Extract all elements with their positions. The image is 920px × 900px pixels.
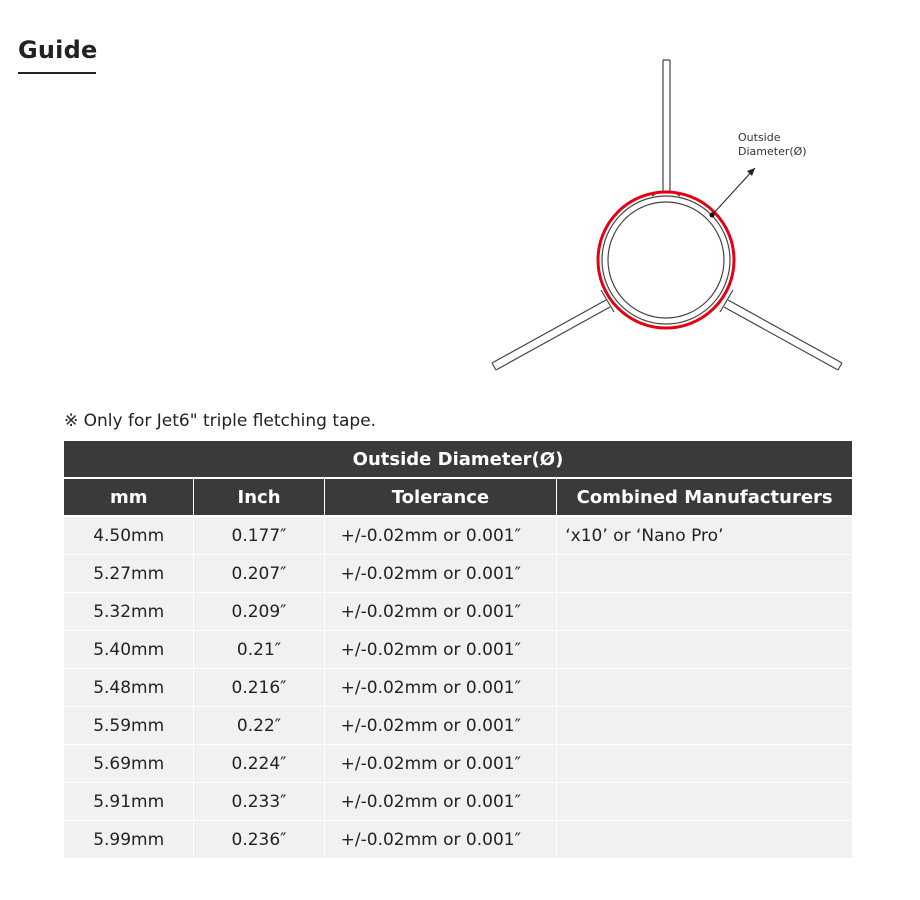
- usage-note: ※ Only for Jet6" triple fletching tape.: [64, 411, 377, 431]
- cell-mm: 5.32mm: [64, 593, 194, 631]
- cell-inch: 0.22″: [194, 707, 324, 745]
- cell-tolerance: +/-0.02mm or 0.001″: [325, 517, 558, 555]
- fletching-cross-section-diagram: [480, 50, 860, 380]
- cell-manufacturers: [557, 821, 852, 859]
- vane-top: [652, 60, 680, 196]
- table-row: [64, 669, 852, 707]
- cell-mm: 5.91mm: [64, 783, 194, 821]
- table-row: [64, 821, 852, 859]
- cell-tolerance: +/-0.02mm or 0.001″: [325, 669, 558, 707]
- cell-mm: 5.40mm: [64, 631, 194, 669]
- shaft-inner-ring: [608, 202, 724, 318]
- cell-manufacturers: [557, 669, 852, 707]
- spec-table: [64, 441, 852, 859]
- table-row: [64, 707, 852, 745]
- cell-inch: 0.236″: [194, 821, 324, 859]
- cell-tolerance: +/-0.02mm or 0.001″: [325, 631, 558, 669]
- cell-inch: 0.21″: [194, 631, 324, 669]
- cell-mm: 5.27mm: [64, 555, 194, 593]
- table-row: [64, 593, 852, 631]
- cell-mm: 5.48mm: [64, 669, 194, 707]
- column-header-tolerance: Tolerance: [325, 479, 558, 517]
- table-row: [64, 517, 852, 555]
- table-row: [64, 631, 852, 669]
- cell-tolerance: +/-0.02mm or 0.001″: [325, 593, 558, 631]
- callout-arrow-line: [712, 168, 755, 215]
- cell-inch: 0.207″: [194, 555, 324, 593]
- cell-tolerance: +/-0.02mm or 0.001″: [325, 821, 558, 859]
- page-title: Guide: [18, 36, 98, 64]
- column-header-manufacturers: Combined Manufacturers: [557, 479, 852, 517]
- cell-tolerance: +/-0.02mm or 0.001″: [325, 783, 558, 821]
- table-column-header-row: [64, 479, 852, 517]
- group-header: Outside Diameter(Ø): [64, 441, 852, 479]
- table-group-header-row: [64, 441, 852, 479]
- title-underline: [18, 72, 96, 74]
- vane-left: [492, 290, 614, 370]
- cell-tolerance: +/-0.02mm or 0.001″: [325, 745, 558, 783]
- vane-right: [720, 290, 842, 370]
- cell-manufacturers: [557, 593, 852, 631]
- cell-manufacturers: [557, 631, 852, 669]
- cell-mm: 5.59mm: [64, 707, 194, 745]
- callout-label-line1: Outside: [738, 131, 781, 144]
- cell-mm: 5.99mm: [64, 821, 194, 859]
- cell-inch: 0.233″: [194, 783, 324, 821]
- cell-tolerance: +/-0.02mm or 0.001″: [325, 707, 558, 745]
- cell-manufacturers: [557, 783, 852, 821]
- cell-tolerance: +/-0.02mm or 0.001″: [325, 555, 558, 593]
- cell-manufacturers: [557, 745, 852, 783]
- callout-label-line2: Diameter(Ø): [738, 145, 807, 158]
- cell-manufacturers: [557, 707, 852, 745]
- cell-mm: 4.50mm: [64, 517, 194, 555]
- table-row: [64, 555, 852, 593]
- cell-inch: 0.177″: [194, 517, 324, 555]
- column-header-inch: Inch: [194, 479, 324, 517]
- cell-mm: 5.69mm: [64, 745, 194, 783]
- table-row: [64, 783, 852, 821]
- cell-inch: 0.209″: [194, 593, 324, 631]
- column-header-mm: mm: [64, 479, 194, 517]
- cell-inch: 0.224″: [194, 745, 324, 783]
- cell-manufacturers: [557, 555, 852, 593]
- diagram-svg: [480, 50, 860, 380]
- cell-manufacturers: ‘x10’ or ‘Nano Pro’: [557, 517, 852, 555]
- cell-inch: 0.216″: [194, 669, 324, 707]
- table-row: [64, 745, 852, 783]
